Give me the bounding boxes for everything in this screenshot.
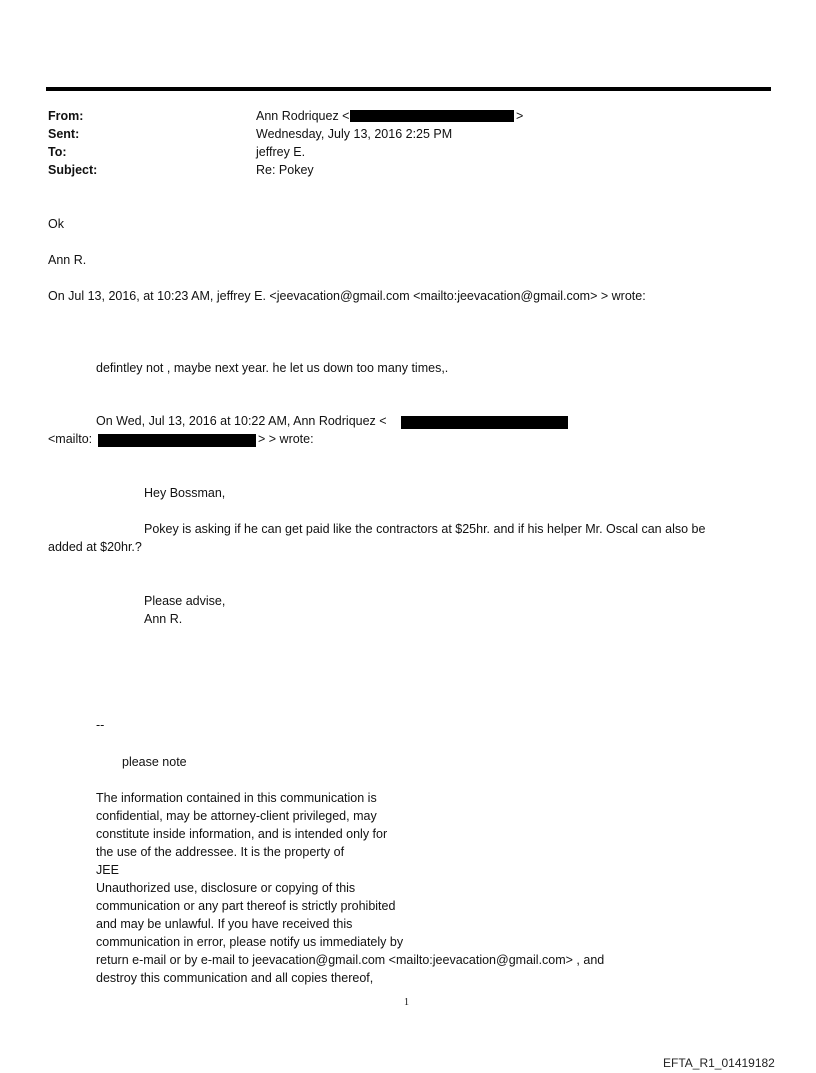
- document-id: EFTA_R1_01419182: [663, 1056, 775, 1070]
- signature-dashes: --: [96, 718, 105, 732]
- page-number: 1: [404, 997, 409, 1008]
- from-close: >: [516, 109, 524, 123]
- from-label: From:: [48, 109, 84, 123]
- from-value: [256, 107, 349, 125]
- request-line-1: Pokey is asking if he can get paid like the contractors at $25hr. and if his helper Mr. Oscal can also be: [144, 522, 706, 536]
- redaction-block: [98, 434, 256, 447]
- reply-text: Ok: [48, 217, 64, 231]
- reply-signature: Ann R.: [48, 253, 87, 267]
- please-note: please note: [122, 755, 187, 769]
- quote1-intro: On Jul 13, 2016, at 10:23 AM, jeffrey E. <jeevacation@gmail.com <mailto:jeevacation@gmail.com> > wrote:: [48, 289, 646, 303]
- sent-value: Wednesday, July 13, 2016 2:25 PM: [256, 127, 453, 141]
- sent-label: Sent:: [48, 127, 80, 141]
- disclaimer-line: communication or any part thereof is strictly prohibited: [96, 899, 396, 913]
- disclaimer-line: JEE: [96, 863, 119, 877]
- advise-text: Please advise,: [144, 594, 226, 608]
- disclaimer-line: and may be unlawful. If you have received this: [96, 917, 353, 931]
- to-value: jeffrey E.: [256, 145, 306, 159]
- from-name: Ann Rodriquez <: [256, 109, 350, 123]
- quote2-mailto: <mailto:: [48, 432, 93, 446]
- to-label: To:: [48, 145, 67, 159]
- disclaimer-line: destroy this communication and all copies thereof,: [96, 971, 374, 985]
- disclaimer-line: communication in error, please notify us immediately by: [96, 935, 404, 949]
- quote1-text: defintley not , maybe next year. he let us down too many times,.: [96, 361, 449, 375]
- subject-label: Subject:: [48, 163, 98, 177]
- greeting: Hey Bossman,: [144, 486, 226, 500]
- header-rule: [46, 87, 771, 91]
- disclaimer-line: constitute inside information, and is intended only for: [96, 827, 388, 841]
- redaction-block: [350, 110, 514, 122]
- request-line-2: added at $20hr.?: [48, 540, 142, 554]
- disclaimer-line: the use of the addressee. It is the property of: [96, 845, 345, 859]
- disclaimer-line: Unauthorized use, disclosure or copying of this: [96, 881, 356, 895]
- disclaimer-line: return e-mail or by e-mail to jeevacation@gmail.com <mailto:jeevacation@gmail.com> , and: [96, 953, 605, 967]
- advise-signature: Ann R.: [144, 612, 183, 626]
- quote2-intro: On Wed, Jul 13, 2016 at 10:22 AM, Ann Rodriquez <: [96, 414, 387, 428]
- redaction-block: [401, 416, 568, 429]
- disclaimer-line: The information contained in this communication is: [96, 791, 377, 805]
- disclaimer-line: confidential, may be attorney-client privileged, may: [96, 809, 377, 823]
- subject-value: Re: Pokey: [256, 163, 314, 177]
- quote2-wrote: > > wrote:: [258, 432, 314, 446]
